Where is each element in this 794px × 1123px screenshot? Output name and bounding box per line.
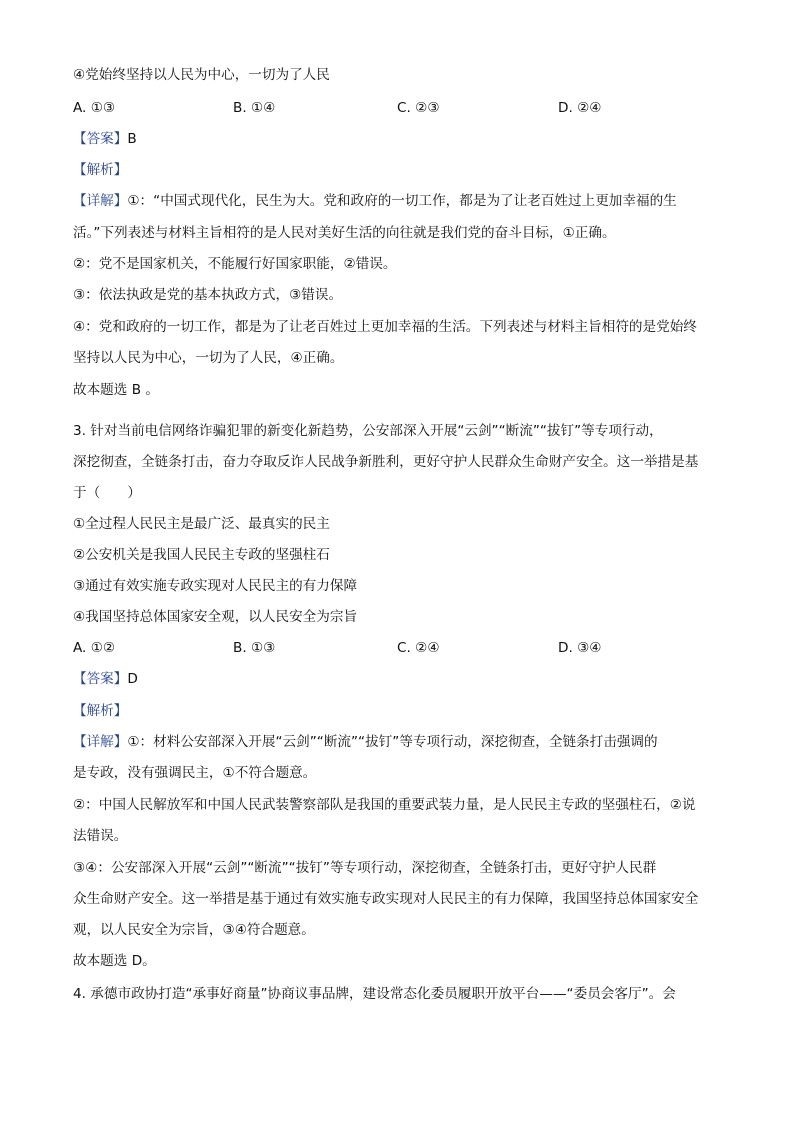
analysis-tag: 【解析】 xyxy=(73,162,128,178)
q2-option-a: A. ①③ xyxy=(73,100,116,116)
q3-analysis-tag xyxy=(73,702,733,720)
q3-option-d: D. ③④ xyxy=(558,640,602,656)
detail-tag: 【详解】 xyxy=(73,193,128,209)
q3-stem-line-3: 于（ ） xyxy=(73,485,141,501)
q3-detail-line-4: 法错误。 xyxy=(73,828,128,844)
q2-conclusion: 故本题选 B 。 xyxy=(73,382,159,398)
q3-item-2: ②公安机关是我国人民民主专政的坚强柱石 xyxy=(73,547,330,563)
q3-option-a: A. ①② xyxy=(73,640,116,656)
q2-options xyxy=(73,99,733,117)
q3-answer xyxy=(73,670,733,688)
answer-tag: 【答案】 xyxy=(73,131,128,147)
q3-stem-line-1: 3. 针对当前电信网络诈骗犯罪的新变化新趋势，公安部深入开展“云剑”“断流”“拔钉”等专项行动， xyxy=(73,423,663,439)
q2-item-4: ④党始终坚持以人民为中心，一切为了人民 xyxy=(73,67,330,83)
q2-detail-line-1: 【详解】①：“中国式现代化，民生为大。党和政府的一切工作，都是为了让老百姓过上更加幸福的生 xyxy=(73,193,677,209)
q2-option-d: D. ②④ xyxy=(558,100,602,116)
answer-value: D xyxy=(127,671,138,687)
q3-item-3: ③通过有效实施专政实现对人民民主的有力保障 xyxy=(73,578,358,594)
q3-detail-line-1: 【详解】①：材料公安部深入开展“云剑”“断流”“拔钉”等专项行动，深挖彻查，全链条打击强调的 xyxy=(73,734,658,750)
answer-tag: 【答案】 xyxy=(73,671,128,687)
q2-detail-line-4: ③：依法执政是党的基本执政方式，③错误。 xyxy=(73,287,343,303)
q3-item-1: ①全过程人民民主是最广泛、最真实的民主 xyxy=(73,516,330,532)
q2-detail-line-3: ②：党不是国家机关，不能履行好国家职能，②错误。 xyxy=(73,256,397,272)
q2-answer xyxy=(73,130,733,148)
q2-detail-line-5: ④：党和政府的一切工作，都是为了让老百姓过上更加幸福的生活。下列表述与材料主旨相符的是党始终 xyxy=(73,319,697,335)
answer-value: B xyxy=(127,131,137,147)
q3-detail-line-2: 是专政，没有强调民主，①不符合题意。 xyxy=(73,765,317,781)
analysis-tag: 【解析】 xyxy=(73,703,128,719)
q3-detail-line-7: 观，以人民安全为宗旨，③④符合题意。 xyxy=(73,922,315,938)
q3-item-4: ④我国坚持总体国家安全观，以人民安全为宗旨 xyxy=(73,609,358,625)
q3-detail-line-5: ③④：公安部深入开展“云剑”“断流”“拔钉”等专项行动，深挖彻查，全链条打击，更好守护人民群 xyxy=(73,860,657,876)
q2-option-b: B. ①④ xyxy=(233,100,276,116)
q3-option-b: B. ①③ xyxy=(233,640,276,656)
q2-detail-line-6: 坚持以人民为中心，一切为了人民，④正确。 xyxy=(73,350,344,366)
q3-detail-line-6: 众生命财产安全。这一举措是基于通过有效实施专政实现对人民民主的有力保障，我国坚持总体国家安全 xyxy=(73,891,699,907)
q2-detail-line-2: 活。”下列表述与材料主旨相符的是人民对美好生活的向往就是我们党的奋斗目标，①正确。 xyxy=(73,225,616,241)
q3-options xyxy=(73,639,733,657)
q3-stem-line-2: 深挖彻查，全链条打击，奋力夺取反诈人民战争新胜利，更好守护人民群众生命财产安全。这一举措是基 xyxy=(73,454,699,470)
q3-option-c: C. ②④ xyxy=(397,640,440,656)
q2-option-c: C. ②③ xyxy=(397,100,440,116)
q4-stem-line-1: 4. 承德市政协打造“承事好商量”协商议事品牌，建设常态化委员履职开放平台——“委员会客厅”。会 xyxy=(73,986,676,1002)
q2-analysis-tag xyxy=(73,161,733,179)
detail-tag: 【详解】 xyxy=(73,734,128,750)
q3-detail-line-3: ②：中国人民解放军和中国人民武装警察部队是我国的重要武装力量，是人民民主专政的坚强柱石，②说 xyxy=(73,797,696,813)
q3-conclusion: 故本题选 D。 xyxy=(73,953,156,969)
